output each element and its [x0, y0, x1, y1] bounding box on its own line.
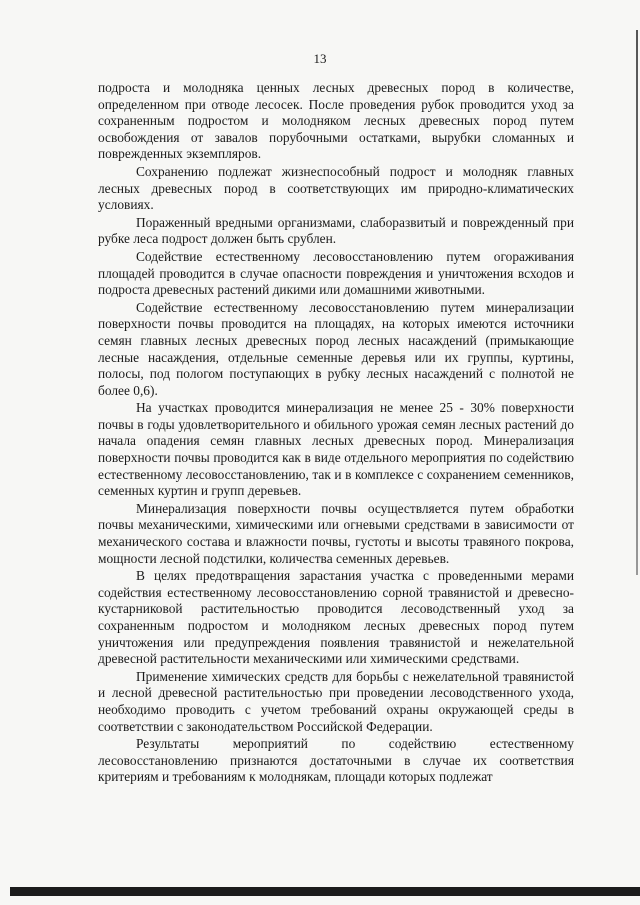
scan-edge-bottom: [10, 887, 640, 896]
paragraph: Пораженный вредными организмами, слаборазвитый и поврежденный при рубке леса подрост должен быть срублен.: [98, 214, 574, 247]
paragraph: Применение химических средств для борьбы с нежелательной травянистой и лесной древесной растительностью при проведении лесоводственного ухода, необходимо проводить с учетом требований охраны окружающей среды в соответствии с законодательством Российской Федерации.: [98, 668, 574, 734]
scan-edge-right: [636, 30, 638, 575]
page-number: 13: [313, 51, 327, 66]
paragraph: Сохранению подлежат жизнеспособный подрост и молодняк главных лесных древесных пород в соответствующих им природно-климатических условиях.: [98, 163, 574, 213]
paragraph: Содействие естественному лесовосстановлению путем огораживания площадей проводится в случае опасности повреждения и уничтожения всходов и подроста древесных растений дикими или домашними животными.: [98, 248, 574, 298]
paragraph: На участках проводится минерализация не менее 25 - 30% поверхности почвы в годы удовлетворительного и обильного урожая семян лесных растений до начала опадения семян главных лесных древесных пород. Минерализация поверхности почвы проводится как в виде отдельного мероприятия по содействию естественному лесовосстановлению, так и в комплексе с сохранением семенников, семенных куртин и групп деревьев.: [98, 400, 574, 499]
paragraph: В целях предотвращения зарастания участка с проведенными мерами содействия естественному лесовосстановлению сорной травянистой и древесно-кустарниковой растительностью проводится лесоводственный уход за сохраненным подростом и молодняком лесных древесных пород путем уничтожения или предупреждения появления травянистой и нежелательной древесной растительности механическими или химическими средствами.: [98, 568, 574, 667]
paragraph: подроста и молодняка ценных лесных древесных пород в количестве, определенном при отводе лесосек. После проведения рубок проводится уход за сохраненным подростом и молодняком лесных древесных пород путем освобождения от завалов порубочными остатками, вырубки сломанных и поврежденных экземпляров.: [98, 80, 574, 162]
paragraph: Результаты мероприятий по содействию естественному лесовосстановлению признаются достаточными в случае их соответствия критериям и требованиям к молоднякам, площади которых подлежат: [98, 736, 574, 785]
paragraph: Содействие естественному лесовосстановлению путем минерализации поверхности почвы проводится на площадях, на которых имеются источники семян главных лесных древесных пород лесных насаждений (примыкающие лесные насаждения, отдельные семенные деревья или их группы, куртины, полосы, под пологом поступающих в рубку лесных насаждений с полнотой не более 0,6).: [98, 299, 574, 398]
body-text: [98, 80, 574, 787]
paragraph: Минерализация поверхности почвы осуществляется путем обработки почвы механическими, химическими или огневыми средствами в зависимости от механического состава и влажности почвы, густоты и высоты травяного покрова, мощности лесной подстилки, количества семенных деревьев.: [98, 500, 574, 566]
